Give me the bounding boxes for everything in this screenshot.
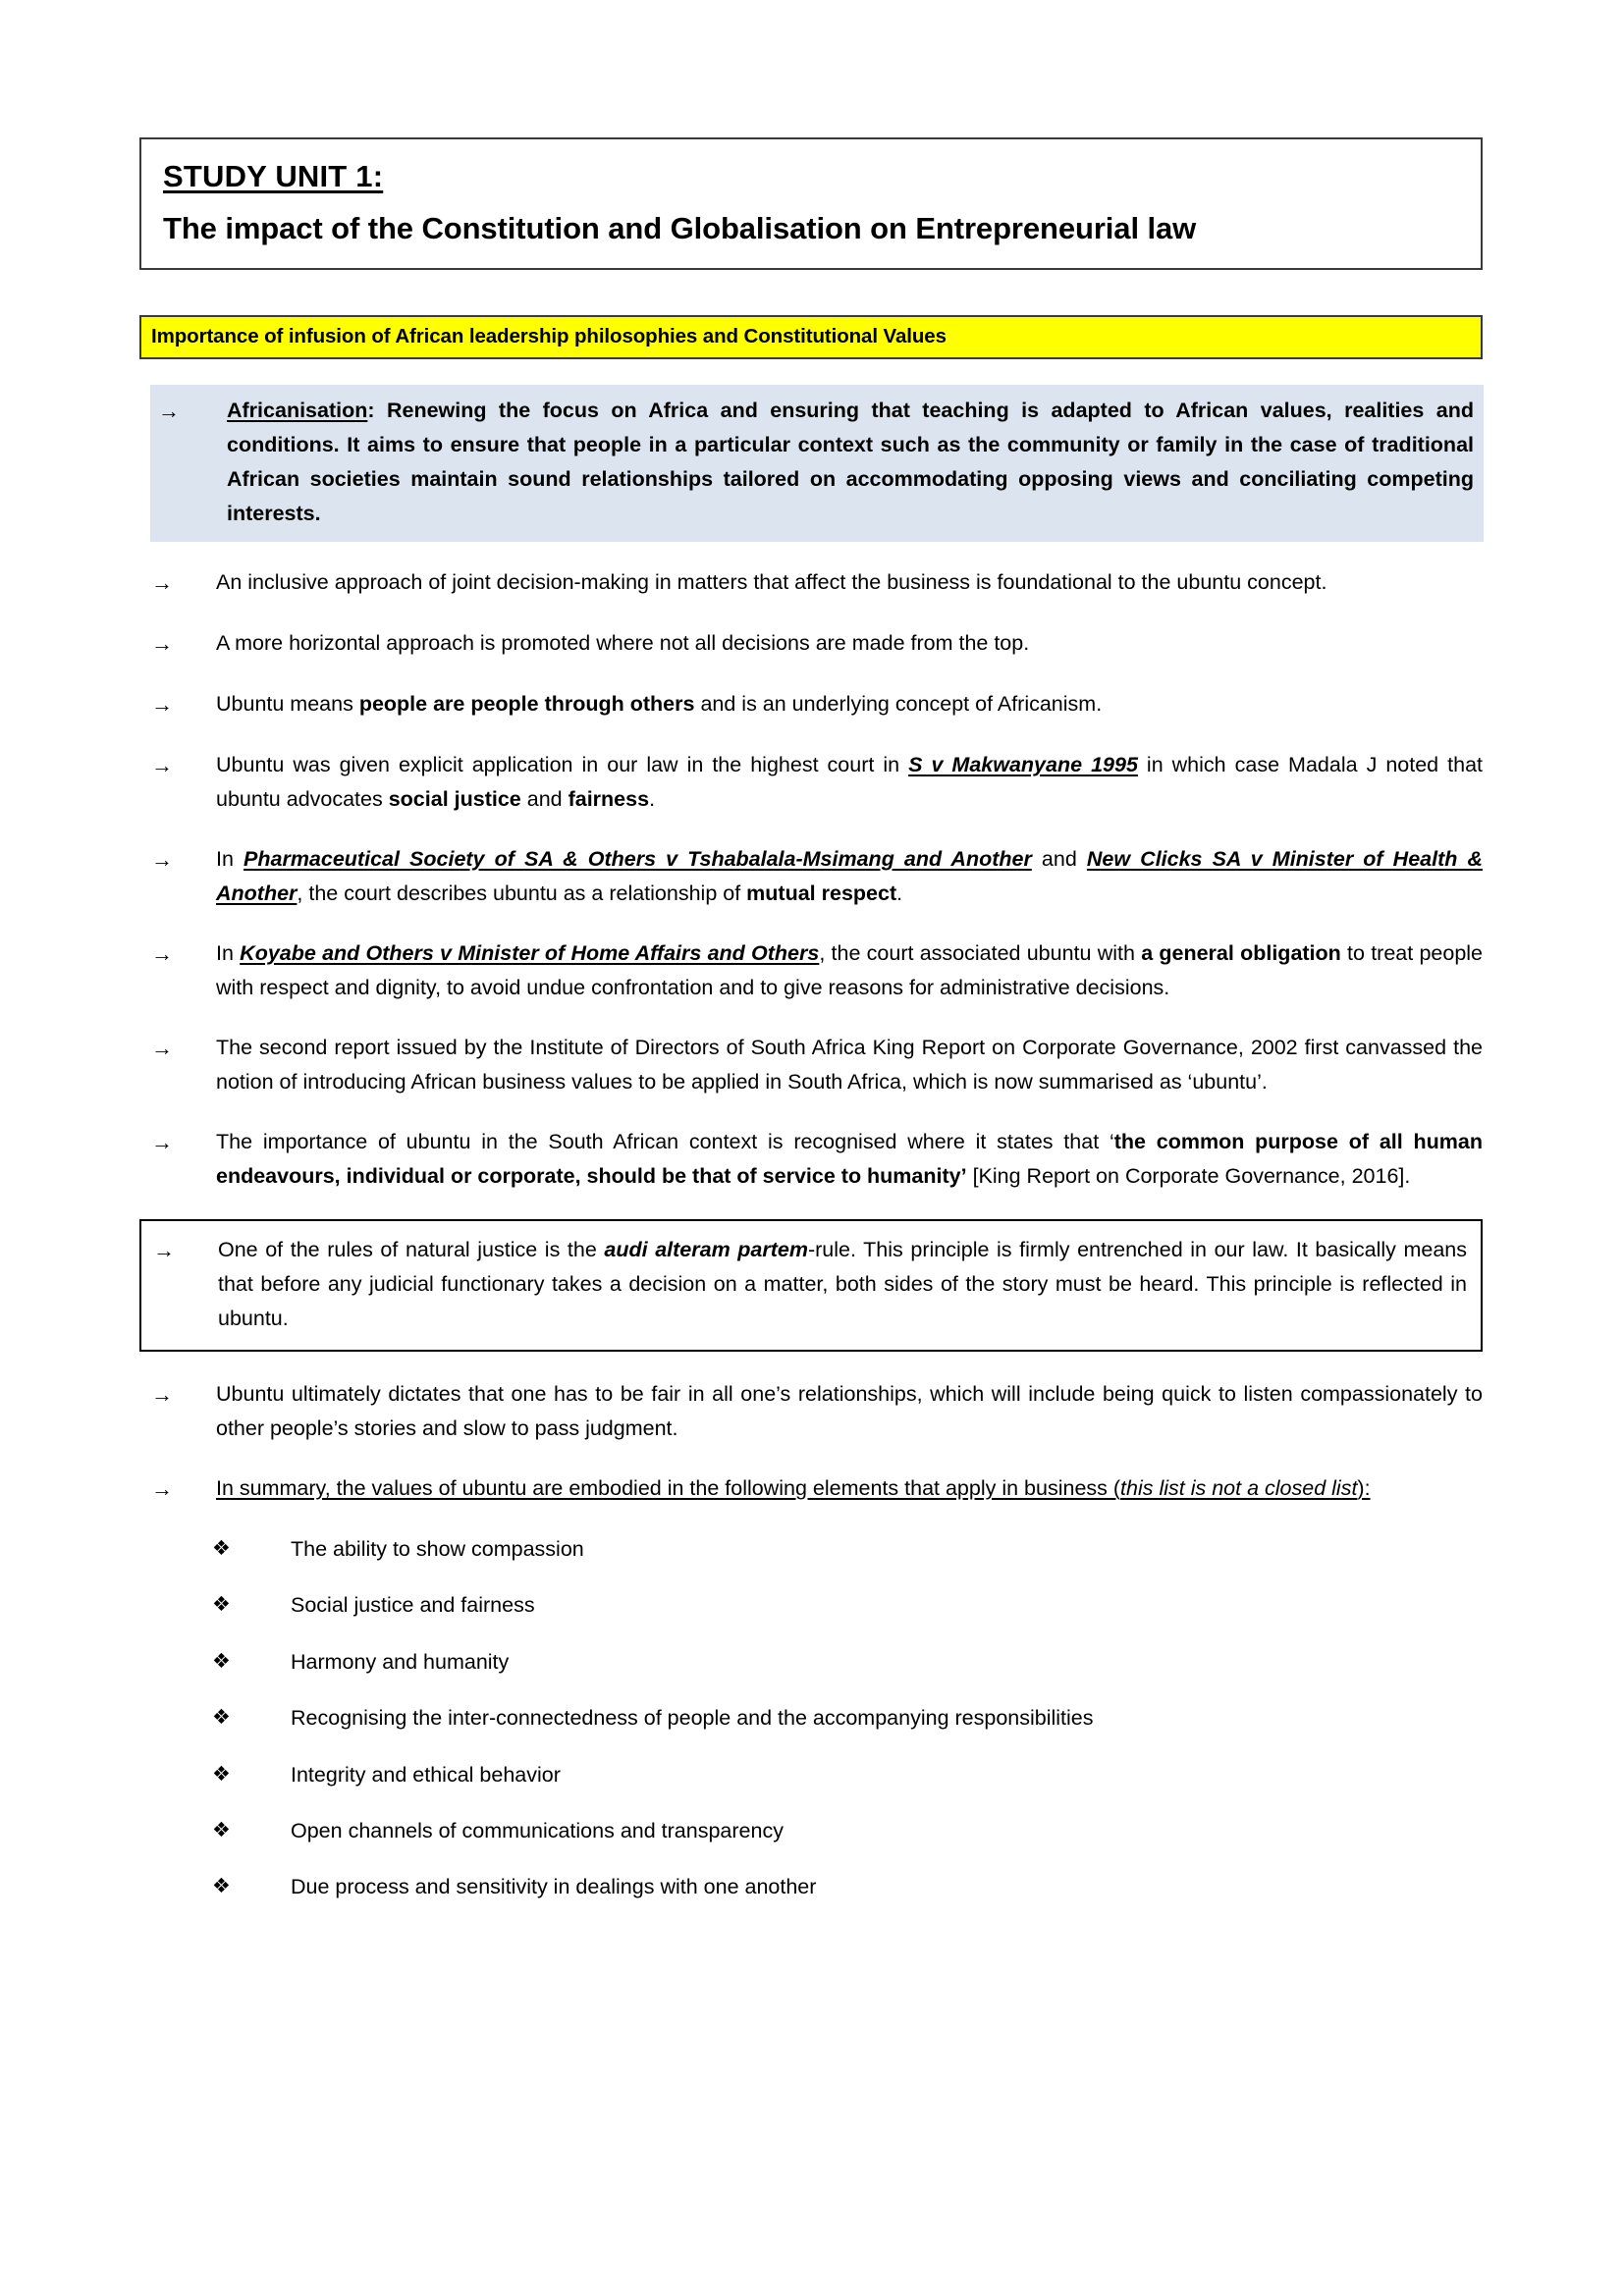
title-line-1-wrap — [163, 155, 1459, 198]
bullet-fairness-relationships — [139, 1377, 1483, 1446]
text-end: ): — [1357, 1476, 1371, 1501]
text-pre: In — [216, 940, 241, 965]
case-citation-1: Pharmaceutical Society of SA & Others v Tshabalala-Msimang and Another — [244, 846, 1032, 871]
text-pre: Ubuntu means — [216, 691, 359, 716]
list-item-label: Harmony and humanity — [291, 1649, 510, 1674]
list-item-label: Due process and sensitivity in dealings with one another — [291, 1875, 817, 1899]
bullet-text — [227, 394, 1474, 531]
text-post: . — [649, 786, 656, 811]
list-item-label: Recognising the inter-connectedness of people and the accompanying responsibilities — [291, 1706, 1094, 1731]
text-plain: In summary, the values of ubuntu are embodied in the following elements that apply in business ( — [216, 1476, 1121, 1501]
bullet-text: A more horizontal approach is promoted where not all decisions are made from the top. — [216, 631, 1030, 656]
bullet-audi-alteram-partem-box — [139, 1219, 1483, 1352]
bullet-king-report-2002 — [139, 1031, 1483, 1099]
bullet-makwanyane — [139, 748, 1483, 817]
bullet-text — [218, 1233, 1467, 1336]
text-emphasis-2: fairness — [568, 786, 650, 811]
study-unit-subtitle: The impact of the Constitution and Globalisation on Entrepreneurial law — [163, 211, 1197, 246]
bullet-africanisation — [150, 385, 1484, 542]
text-pre: In — [216, 846, 244, 871]
arrow-bullet-icon: → — [151, 752, 173, 777]
list-item — [139, 1532, 1483, 1566]
bullet-king-report-2016 — [139, 1125, 1483, 1194]
case-citation: S v Makwanyane 1995 — [908, 752, 1138, 776]
text-emphasis: a general obligation — [1141, 940, 1341, 965]
diamond-bullet-icon: ❖ — [212, 1761, 231, 1786]
text-pre: The importance of ubuntu in the South African context is recognised where it states that ‘ — [216, 1129, 1114, 1153]
arrow-bullet-icon: → — [151, 940, 173, 966]
text-pre: One of the rules of natural justice is the — [218, 1238, 605, 1262]
bullet-horizontal-approach — [139, 626, 1483, 662]
diamond-bullet-icon: ❖ — [212, 1592, 231, 1617]
list-item-label: Open channels of communications and transparency — [291, 1819, 784, 1843]
arrow-bullet-icon: → — [151, 570, 173, 596]
bullet-body: : Renewing the focus on Africa and ensuring that teaching is adapted to African values, realities and conditions. It aims to ensure that people in a particular context such as the community or family in the case of traditional African societies maintain sound relationships tailored on accommodating opposing views and conciliating competing interests. — [227, 399, 1474, 526]
text-post: [King Report on Corporate Governance, 2016]. — [966, 1164, 1411, 1189]
study-unit-title-box — [139, 137, 1483, 270]
bullet-pharmaceutical-society — [139, 842, 1483, 911]
list-item — [139, 1814, 1483, 1847]
text-emphasis-1: social justice — [388, 786, 521, 811]
case-citation-2: New Clicks SA v Minister of Health & Another — [216, 846, 1483, 905]
list-item — [139, 1870, 1483, 1903]
bullet-text: The second report issued by the Institute of Directors of South Africa King Report on Corporate Governance, 2002 first canvassed the notion of introducing African business values to be applied in South Africa, which is now summarised as ‘ubuntu’. — [216, 1035, 1483, 1094]
text-italic-note: this list is not a closed list — [1120, 1476, 1358, 1501]
bullet-text: Ubuntu ultimately dictates that one has to be fair in all one’s relationships, which will include being quick to listen compassionately to other people’s stories and slow to pass judgment. — [216, 1382, 1483, 1441]
bullet-text — [216, 936, 1483, 1005]
list-item — [139, 1701, 1483, 1735]
text-emphasis: the common purpose of all human endeavours, individual or corporate, should be that of service to humanity’ — [216, 1129, 1483, 1189]
arrow-bullet-icon: → — [151, 1129, 173, 1154]
latin-maxim: audi alteram partem — [604, 1238, 808, 1262]
text-mid: and — [1031, 846, 1087, 871]
study-unit-number: STUDY UNIT 1: — [163, 159, 384, 193]
text-mid: in which case Madala J noted that ubuntu advocates — [216, 752, 1483, 811]
arrow-bullet-icon: → — [153, 1238, 175, 1263]
arrow-bullet-icon: → — [151, 846, 173, 872]
text-emphasis: mutual respect — [746, 881, 897, 905]
list-item-label: The ability to show compassion — [291, 1537, 584, 1562]
text-post: , the court describes ubuntu as a relationship of — [297, 881, 747, 905]
text-emphasis: people are people through others — [358, 691, 695, 716]
diamond-bullet-icon: ❖ — [212, 1705, 231, 1730]
arrow-bullet-icon: → — [151, 1035, 173, 1060]
section-heading-highlighted: Importance of infusion of African leadership philosophies and Constitutional Values — [139, 315, 1483, 359]
arrow-bullet-icon: → — [151, 631, 173, 657]
bullet-text — [216, 842, 1483, 911]
bullet-summary-intro — [139, 1471, 1483, 1507]
diamond-bullet-icon: ❖ — [212, 1648, 231, 1673]
text-pre: Ubuntu was given explicit application in our law in the highest court in — [216, 752, 909, 776]
diamond-bullet-icon: ❖ — [212, 1536, 231, 1561]
term-africanisation: Africanisation — [227, 399, 368, 423]
bullet-inclusive-approach — [139, 565, 1483, 601]
diamond-bullet-icon: ❖ — [212, 1874, 231, 1898]
list-item — [139, 1758, 1483, 1791]
bullet-text — [216, 687, 1483, 721]
list-item-label: Integrity and ethical behavior — [291, 1762, 561, 1787]
text-mid: , the court associated ubuntu with — [819, 940, 1142, 965]
bullet-text: An inclusive approach of joint decision-making in matters that affect the business is foundational to the ubuntu concept. — [216, 570, 1327, 595]
list-item-label: Social justice and fairness — [291, 1593, 535, 1618]
arrow-bullet-icon: → — [151, 1476, 173, 1502]
text-end: . — [896, 881, 903, 905]
text-post: -rule. This principle is firmly entrenched in our law. It basically means that before any judicial functionary takes a decision on a matter, both sides of the story must be heard. This principle is reflected in ubuntu. — [218, 1238, 1467, 1331]
case-citation: Koyabe and Others v Minister of Home Affairs and Others — [240, 940, 820, 965]
bullet-koyabe — [139, 936, 1483, 1005]
list-item — [139, 1645, 1483, 1679]
bullet-ubuntu-meaning — [139, 687, 1483, 722]
text-mid-2: and — [520, 786, 568, 811]
text-post: to treat people with respect and dignity, to avoid undue confrontation and to give reasons for administrative decisions. — [216, 940, 1484, 999]
text-post: and is an underlying concept of Africanism. — [694, 691, 1103, 716]
diamond-bullet-icon: ❖ — [212, 1818, 231, 1842]
arrow-bullet-icon: → — [151, 1382, 173, 1408]
arrow-bullet-icon: → — [151, 691, 173, 717]
bullet-text — [216, 748, 1483, 817]
list-item — [139, 1588, 1483, 1622]
arrow-bullet-icon: → — [158, 399, 180, 424]
bullet-text — [216, 1471, 1483, 1506]
bullet-text — [216, 1125, 1483, 1194]
